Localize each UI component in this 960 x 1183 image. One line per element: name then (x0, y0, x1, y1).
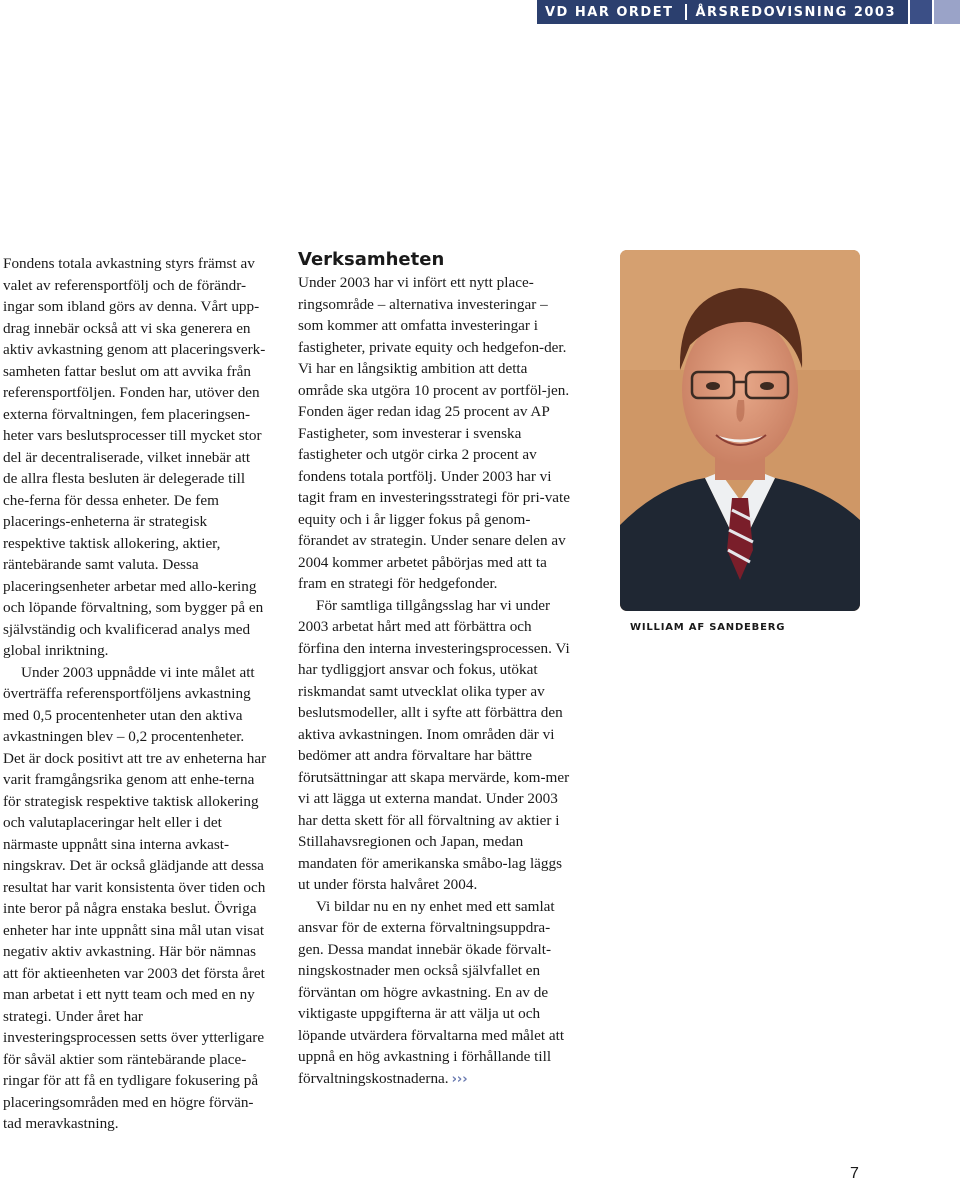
paragraph: För samtliga tillgångsslag har vi under 2003 arbetat hårt med att förbättra och förfina den interna investeringsprocessen. Vi har tydliggjort ansvar och fokus, utökat riskmandat samt utvecklat olika typer av beslutsmodeller, allt i syfte att förbättra den aktiva avkastningen. Inom områden där vi bedömer att andra förvaltare har bättre förutsättningar att skapa mervärde, kom-mer vi att lägga ut externa mandat. Under 2003 har detta skett för all förvaltning av aktier i Stillahavsregionen och Japan, medan mandaten för amerikanska småbo-lag läggs ut under första halvåret 2004. (298, 596, 570, 893)
page-header (537, 0, 960, 24)
paragraph-last (298, 896, 570, 1091)
page-number: 7 (850, 1165, 859, 1182)
paragraph: Fondens totala avkastning styrs främst av valet av referensportfölj och de förändr-ingar som ibland görs av denna. Vårt upp-drag innebär också att vi ska generera en aktiv avkastning genom att placeringsverk-samheten fattar beslut om att avvika från referensportföljen. Fonden har, utöver den externa förvaltningen, fem placeringsen-heter vars beslutsprocesser till mycket stor del är decentraliserade, vilket innebär att de allra flesta besluten är delegerade till che-ferna för dessa enheter. De fem placerings-enheterna är strategisk respektive taktisk allokering, aktier, räntebärande samt valuta. Dessa placeringsenheter arbetar med allo-kering och löpande förvaltning, som bygger på en självständig och kvalificerad analys med global inriktning. (3, 255, 266, 659)
header-title: ÅRSREDOVISNING 2003 (695, 4, 897, 20)
header-accent-block (910, 0, 932, 24)
paragraph: Under 2003 har vi infört ett nytt place-ringsområde – alternativa investeringar – som kommer att omfatta investeringar i fastigheter, private equity och hedgefon-der. Vi har en långsiktig ambition att detta område ska utgöra 10 procent av portföl-jen. Fonden äger redan idag 25 procent av AP Fastigheter, som investerar i svenska fastigheter och utgör cirka 2 procent av fondens totala portfölj. Under 2003 har vi tagit fram en investeringsstrategi för pri-vate equity och i år ligger fokus på genom-förandet av strategin. Under senare delen av 2004 kommer arbetet påbörjas med att ta fram en strategi för hedgefonder. (298, 274, 571, 592)
paragraph: Under 2003 uppnådde vi inte målet att överträffa referensportföljens avkastning med 0,5 procentenheter utan den aktiva avkastningen blev – 0,2 procentenheter. Det är dock positivt att tre av enheterna har varit framgångsrika genom att enhe-terna för strategisk respektive taktisk allokering och valutaplaceringar helt eller i det närmaste uppnått sina interna avkast-ningskrav. Det är också glädjande att dessa resultat har varit konsistenta över tiden och inte beror på några enstaka beslut. Övriga enheter har inte uppnått sina mål utan visat negativ aktiv avkastning. Här bör nämnas att för aktieenheten var 2003 det första året man arbetat i ett nytt team och med en ny strategi. Under året har investeringsprocessen setts över ytterligare för såväl aktier som räntebärande place-ringar för att få en tydligare fokusering på placeringsområden med en högre förvän-tad meravkastning. (3, 663, 267, 1132)
header-divider (685, 4, 687, 20)
continue-arrows-icon: ››› (451, 1071, 468, 1087)
photo-caption: WILLIAM AF SANDEBERG (630, 622, 786, 633)
header-bar (537, 0, 908, 24)
header-section-label: VD HAR ORDET (545, 4, 674, 20)
section-heading: Verksamheten (298, 249, 445, 270)
header-accent-block-light (934, 0, 960, 24)
text-column-middle (298, 248, 570, 1090)
text-column-left (3, 253, 268, 1135)
portrait-photo (620, 250, 860, 611)
paragraph-text: Vi bildar nu en ny enhet med ett samlat ansvar för de externa förvaltningsuppdra-gen. Dessa mandat innebär ökade förvalt-ningskostnader men också självfallet en förväntan om högre avkastning. En av de viktigaste uppgifterna är att välja ut och löpande utvärdera förvaltarna med målet att uppnå en hög avkastning i förhållande till förvaltningskostnaderna. (298, 897, 565, 1087)
